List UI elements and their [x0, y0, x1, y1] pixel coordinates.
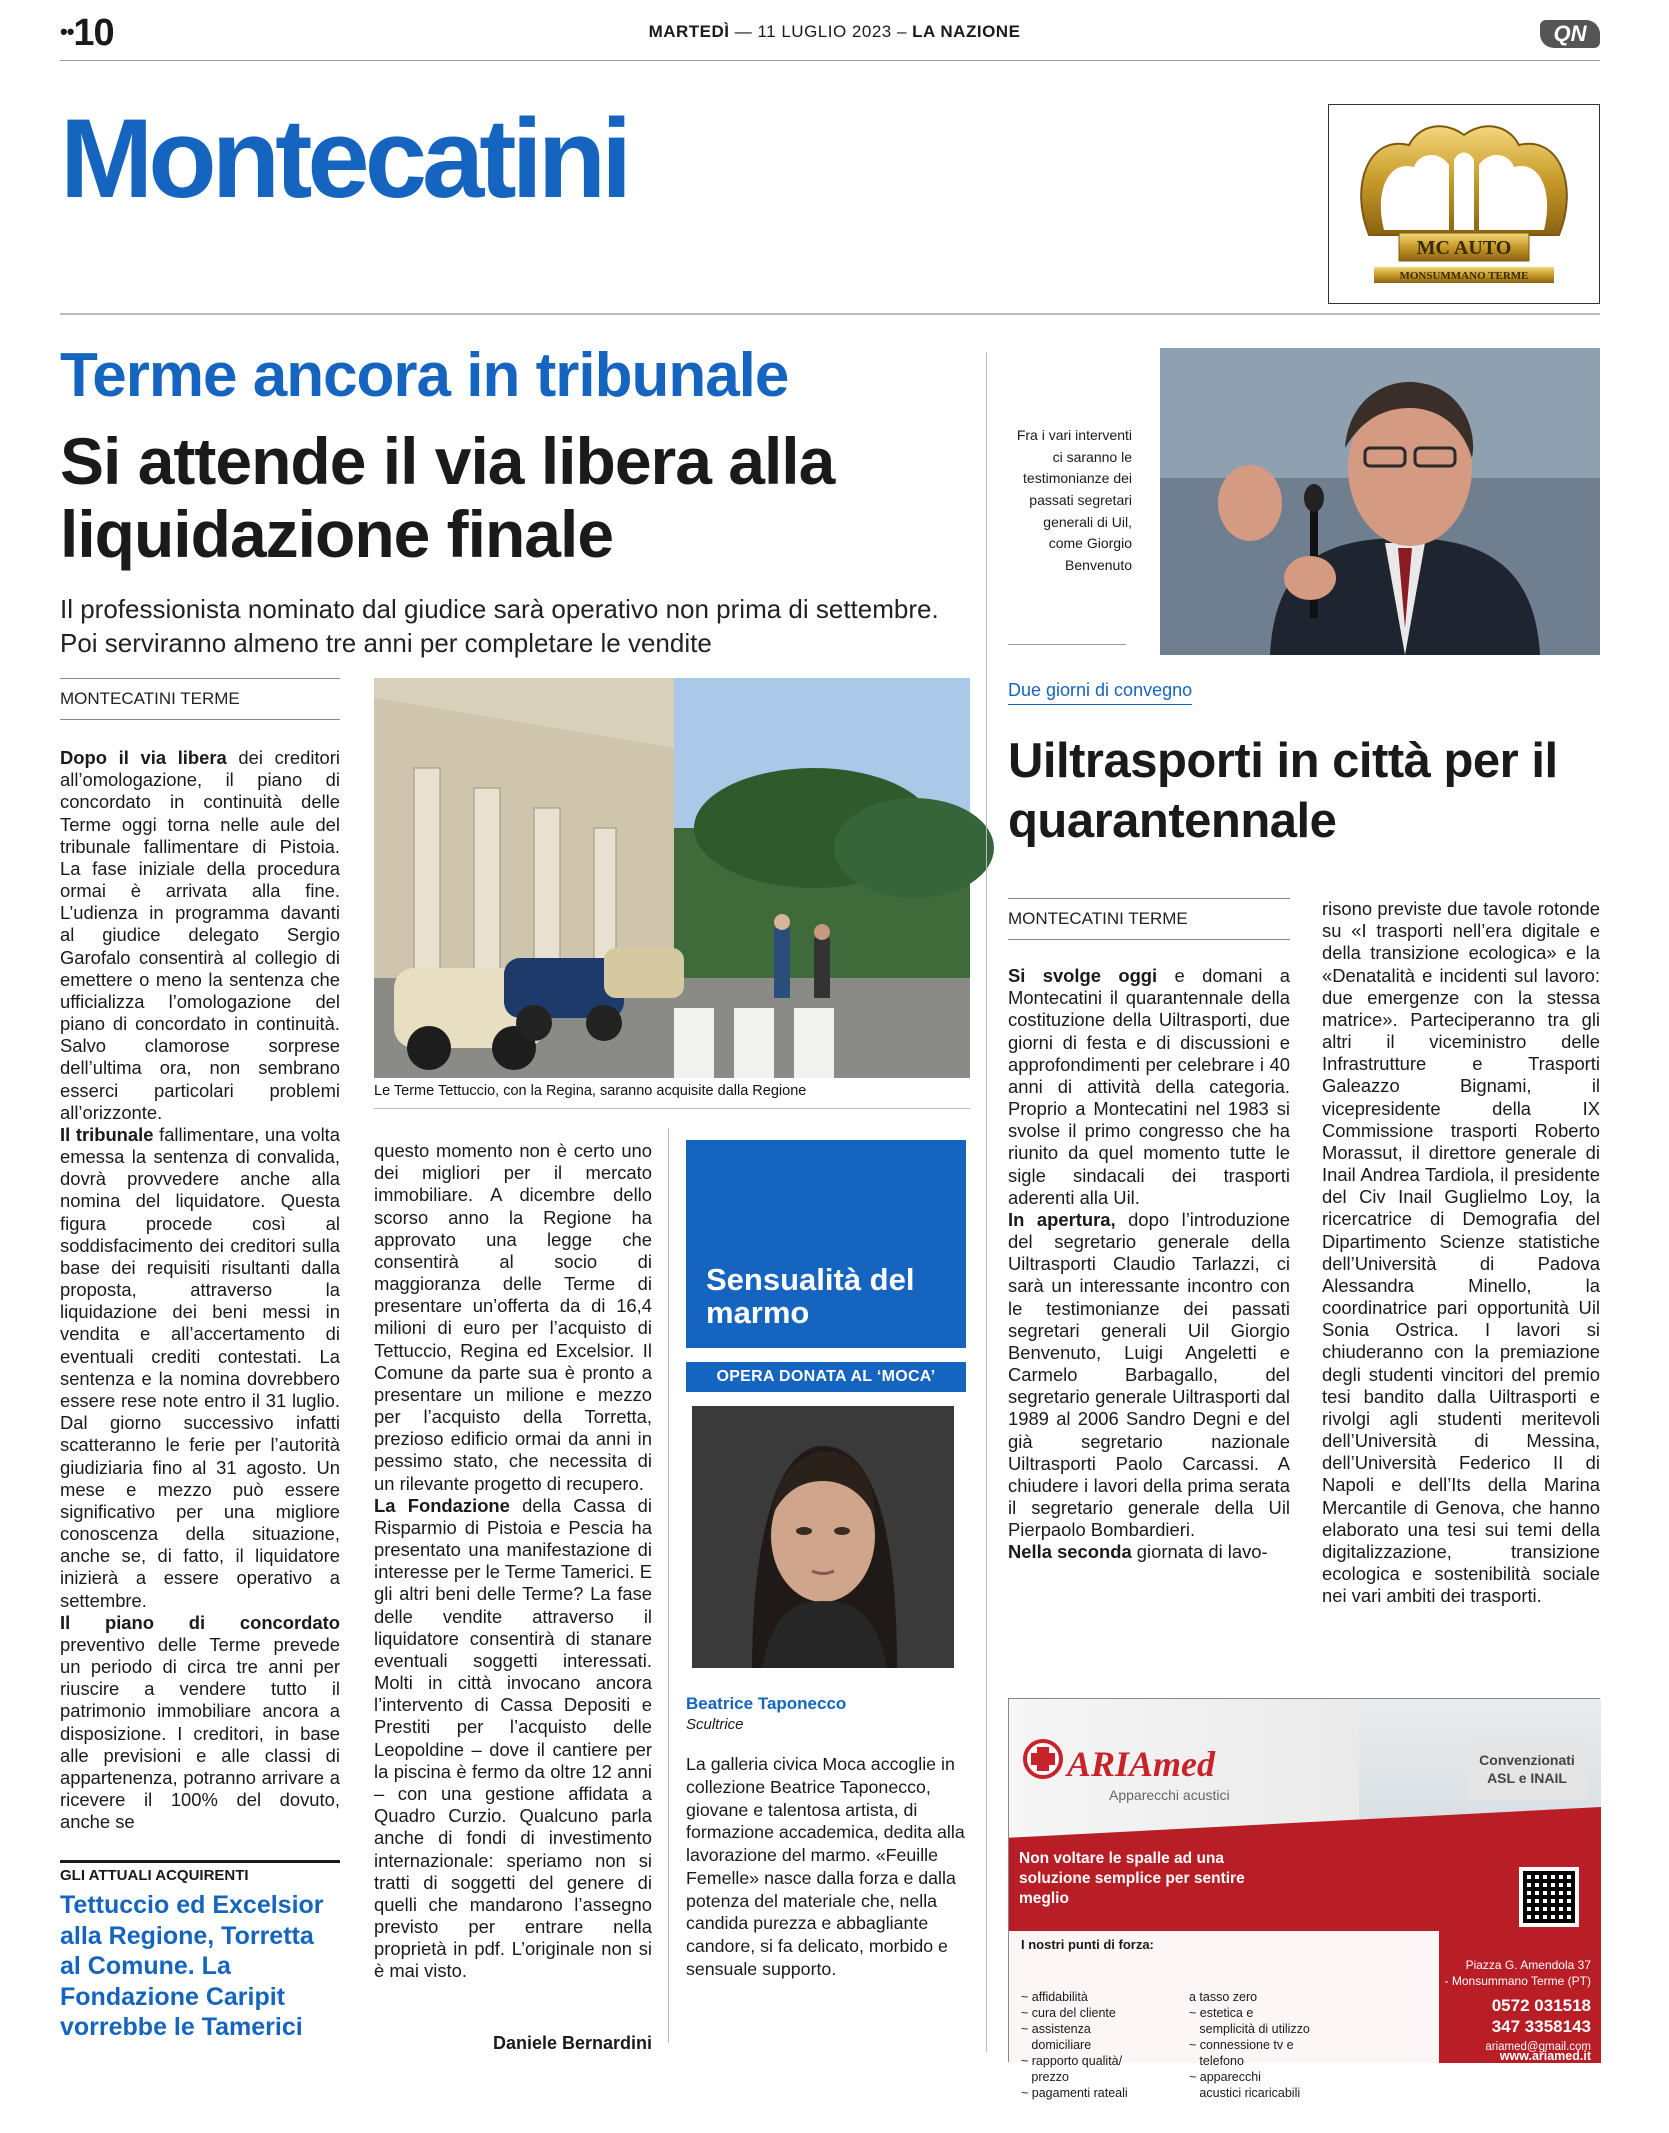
- paragraph: Si svolge oggi e domani a Montecatini il quarantennale della costituzione della Uiltrasporti, due giorni di festa e di discussioni e approfondimenti per celebrare i 40 anni di attività della categoria. Proprio a Montecatini nel 1983 si svolse il primo congresso che ha riunito da quel momento tutte le sigle sindacali dei trasporti aderenti alla Uil.: [1008, 965, 1290, 1208]
- ad-address: Piazza G. Amendola 37 - Monsummano Terme (PT): [1444, 1958, 1591, 1989]
- crown-icon: [1329, 105, 1599, 303]
- ad-conv: Convenzionati ASL e INAIL: [1467, 1743, 1587, 1799]
- photo-image: [1160, 348, 1600, 655]
- paragraph: questo momento non è certo uno dei migliori per il mercato immobiliare. A dicembre dello scorso anno la Regione ha approvato una legge che consentirà al socio di maggioranza delle Terme di presentare un’offerta da di 16,4 milioni di euro per l’acquisto di Tettuccio, Regina ed Excelsior. Il Comune da parte sua è pronto a presentare un milione e mezzo per l’acquisto della Torretta, prezioso edificio ormai da anni in pessimo stato, che necessita di un rilevante progetto di recupero.: [374, 1140, 653, 1494]
- paragraph: Il piano di concordato preventivo delle Terme prevede un periodo di circa tre anni per riuscire a vendere tutto il patrimonio immobiliare ancora a disposizione. I creditori, in base alle previsioni e alle classi di appartenenza, potranno arrivare a ricevere il 100% del dovuto, anche se: [60, 1611, 340, 1833]
- main-headline: Si attende il via libera alla liquidazione finale: [60, 424, 835, 571]
- ad-list-1: ~ affidabilità ~ cura del cliente ~ assistenza domiciliare ~ rapporto qualità/ prezzo ~ pagamenti rateali: [1021, 1990, 1128, 2100]
- right-dateline: MONTECATINI TERME: [1008, 898, 1290, 940]
- author-role: Scultrice: [686, 1716, 744, 1733]
- right-col1: [1008, 965, 1290, 1564]
- section-rule: [60, 313, 1600, 315]
- paragraph: La Fondazione della Cassa di Risparmio di Pistoia e Pescia ha presentato una manifestazione di interesse per le Terme Tamerici. E gli altri beni delle Terme? La fase delle vendite attraverso il liquidatore consentirà di stanare eventuali soggetti interessati. Molti in città invocano ancora l’intervento di Cassa Depositi e Prestiti per l’acquisto delle Leopoldine – dove il cantiere per la piscina è fermo da oltre 12 anni – con una gestione affidata a Quadro Curzio. Qualcuno parla anche di fondi di investimento internazionale: speriamo non si tratti di soggetti del genere di quelli che mandarono l’assegno previsto per entrare nella proprietà in pdf. L’originale non si è mai visto.: [374, 1494, 652, 1982]
- byline: Daniele Bernardini: [492, 2033, 652, 2053]
- top-rule: [60, 60, 1600, 61]
- ad-mc-auto[interactable]: [1328, 104, 1600, 304]
- ad-brand: MC AUTO: [1416, 237, 1512, 259]
- ad-ariamed[interactable]: [1008, 1698, 1600, 2100]
- folio: MARTEDÌ — 11 LUGLIO 2023 – LA NAZIONE: [648, 22, 1021, 41]
- ad-phones: 0572 031518 347 3358143: [1491, 1996, 1591, 2037]
- right-kicker: Due giorni di convegno: [1008, 680, 1192, 705]
- paragraph: In apertura, dopo l’introduzione del segretario generale della Uiltrasporti Claudio Tarlazzi, ci sarà un interessante incontro con le testimonianze dei passati segretari generali Uil Giorgio Benvenuto, Luigi Angeletti e Carmelo Barbagallo, del segretario generale Uiltrasporti dal 1989 al 2006 Sandro Degni e del già segretario nazionale Uiltrasporti Paolo Carcassi. A chiudere i lavori della prima serata il segretario generale della Uil Pierpaolo Bombardieri.: [1008, 1208, 1291, 1541]
- ad-contacts: ariamed@gmail.com: [1485, 2041, 1591, 2053]
- main-kicker: Terme ancora in tribunale: [60, 341, 789, 410]
- column-rule: [986, 352, 987, 2052]
- paragraph: Dopo il via libera dei creditori all’omologazione, il piano di concordato in continuità delle Terme oggi torna nelle aule del tribunale fallimentare di Pistoia. La fase iniziale della procedura ormai è arrivata alla fine. L’udienza in programma davanti al giudice delegato Sergio Garofalo consentirà al collegio di emettere o meno la sentenza che ufficializza l’omologazione del piano di concordato in continuità. Salvo clamorose sorprese dell’ultima ora, non sembrano esserci particolari problemi all’orizzonte.: [60, 747, 340, 1123]
- section-title: Montecatini: [60, 96, 628, 221]
- right-headline: Uiltrasporti in città per il quarantennale: [1008, 734, 1558, 848]
- ad-brand: ARIAmed: [1067, 1744, 1216, 1784]
- box-title: Sensualità del marmo: [686, 1140, 966, 1348]
- photo-benvenuto: [1160, 348, 1600, 655]
- paragraph: Il tribunale fallimentare, una volta emessa la sentenza di convalida, dovrà provvedere anche alla nomina del liquidatore. Questa figura procede così al soddisfacimento dei creditori sulla base dei requisiti risultanti dalla proposta, attraverso la liquidazione dei beni messi in vendita e all’accertamento di eventuali crediti contestati. La sentenza e la nomina dovrebbero essere rese note entro il 31 luglio. Dal giorno successivo infatti scatteranno le ferie per l’autorità giudiziaria fino al 31 agosto. Un mese e mezzo può essere significativo per una migliore conoscenza della situazione, anche se, di fatto, il liquidatore inizierà a essere operativo a settembre.: [60, 1123, 340, 1611]
- sidebar-text: Tettuccio ed Excelsior alla Regione, Torretta al Comune. La Fondazione Caripit vorrebbe le Tamerici: [60, 1891, 324, 2041]
- ad-strengths-title: I nostri punti di forza:: [1021, 1937, 1154, 1952]
- author-name: Beatrice Taponecco: [686, 1694, 847, 1713]
- main-col2: [374, 1140, 652, 1983]
- paragraph: Nella seconda giornata di lavo-: [1008, 1541, 1268, 1563]
- qn-logo: QN: [1540, 20, 1600, 48]
- photo-image: [374, 678, 970, 1078]
- ad-slogan: Non voltare le spalle ad una soluzione semplice per sentire meglio: [1019, 1850, 1245, 1908]
- heart-icon: [1023, 1739, 1063, 1779]
- photo-caption: Le Terme Tettuccio, con la Regina, saranno acquisite dalla Regione: [374, 1083, 807, 1099]
- box-label: OPERA DONATA AL ‘MOCA’: [686, 1362, 966, 1392]
- box-text: La galleria civica Moca accoglie in collezione Beatrice Taponecco, giovane e talentosa artista, di formazione accademica, dedita alla lavorazione del marmo. «Feuille Femelle» nasce dalla forza e dalla potenza del materiale che, nella candida purezza e abbagliante candore, si fa delicato, morbido e sensuale supporto.: [686, 1754, 965, 1979]
- rule: [1008, 644, 1126, 645]
- photo-terme-tettuccio: [374, 678, 970, 1078]
- box-marmo: [686, 1140, 966, 1981]
- sidebar-kicker: GLI ATTUALI ACQUIRENTI: [60, 1860, 340, 1884]
- column-rule: [668, 1128, 669, 2043]
- portrait-image: [692, 1406, 954, 1668]
- ad-sub: Apparecchi acustici: [1109, 1787, 1230, 1803]
- page-number: ••10: [60, 12, 114, 54]
- main-dateline: MONTECATINI TERME: [60, 678, 340, 720]
- right-photo-caption: Fra i vari interventi ci saranno le testimonianze dei passati segretari generali di Uil, come Giorgio Benvenuto: [1016, 427, 1132, 574]
- qr-code-icon: [1519, 1867, 1579, 1927]
- ad-place: MONSUMMANO TERME: [1399, 270, 1529, 282]
- ad-web: www.ariamed.it: [1499, 2049, 1591, 2063]
- rule: [374, 1108, 970, 1109]
- main-summary: Il professionista nominato dal giudice sarà operativo non prima di settembre. Poi serviranno almeno tre anni per completare le vendite: [60, 594, 939, 659]
- main-col1: [60, 747, 340, 1833]
- right-col2: risono previste due tavole rotonde su «I trasporti nell’era digitale e della transizione ecologica» e la «Denatalità e incidenti sul lavoro: due emergenze con la stessa matrice». Parteciperanno tra gli altri il viceministro delle Infrastrutture e Trasporti Galeazzo Bignami, il vicepresidente della IX Commissione trasporti Roberto Morassut, il direttore generale di Inail Andrea Tardiola, il presidente del Civ Inail Guglielmo Loy, la ricercatrice di Demografia del Dipartimento Scienze statistiche dell’Università di Padova Alessandra Minello, la coordinatrice pari opportunità Uil Sonia Ostrica. I lavori si chiuderanno con la premiazione degli studenti vincitori del premio tesi bandito dalla Uiltrasporti e rivolgi agli studenti meritevoli dell’Università di Messina, dell’Università Federico II di Napoli e dell’Its della Marina Mercantile di Genova, che hanno elaborato una tesi sui temi della digitalizzazione, transizione ecologica e sostenibilità sociale nei vari ambiti dei trasporti.: [1322, 898, 1600, 1607]
- sidebar-buyers: [60, 1860, 340, 2043]
- ad-list-2: a tasso zero ~ estetica e semplicità di utilizzo ~ connessione tv e telefono ~ apparecchi acustici ricaricabili: [1189, 1990, 1310, 2100]
